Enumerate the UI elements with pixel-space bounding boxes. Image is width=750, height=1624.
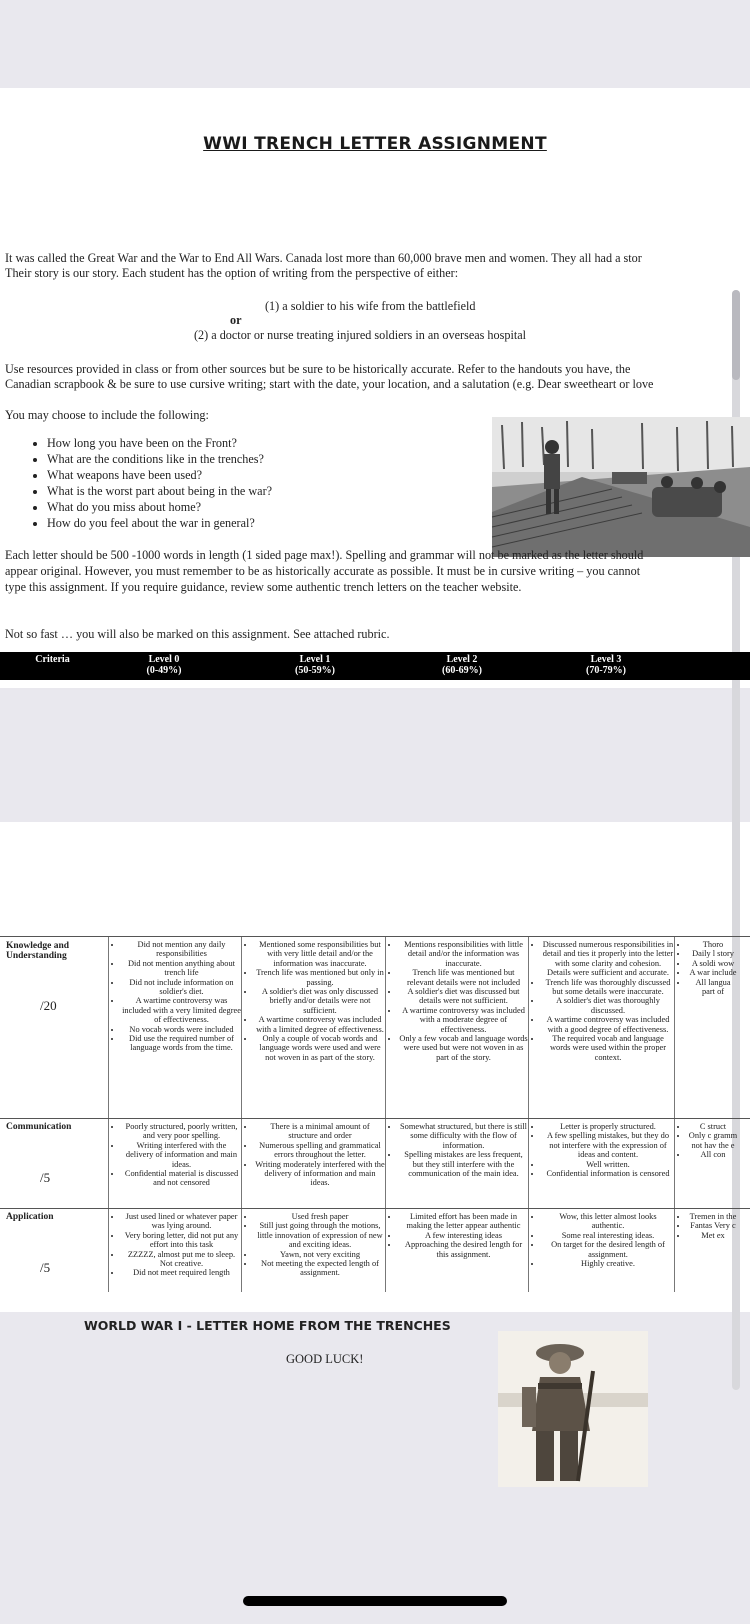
rubric-point: • On target for the desired length of assignment. [542,1240,674,1259]
question-item: • How long you have been on the Front? [47,435,272,451]
header-level-0 [118,654,210,676]
rubric-point: • Trench life was mentioned but relevant details were not included [399,968,528,987]
rubric-point: • All con [688,1150,738,1159]
rubric-header-row [0,652,750,680]
trench-photo [492,417,750,557]
rubric-point: • Only a few vocab and language words were used but were not woven in as part of the story. [399,1034,528,1062]
rubric-point: • C struct [688,1122,738,1131]
header-level-1-range: (50-59%) [295,665,335,676]
rubric-point: • Numerous spelling and grammatical errors throughout the letter. [255,1141,385,1160]
option-or: or [230,313,242,327]
rubric-point: • Mentioned some responsibilities but with very little detail and/or the information was inaccurate. [255,940,385,968]
rubric-point: • A war include [688,968,738,977]
choose-heading: You may choose to include the following: [5,408,209,422]
rubric-row-communication [0,1118,750,1209]
rubric-point: • A soldier's diet was thoroughly discussed. [542,996,674,1015]
rubric-point: • A wartime controversy was included with a moderate degree of effectiveness. [399,1006,528,1034]
resources-line-2: Canadian scrapbook & be sure to use cursive writing; start with the date, your location, and a salutation (e.g. Dear sweetheart or love [5,377,654,391]
rubric-point: • A wartime controversy was included with a very limited degree of effectiveness. [122,996,241,1024]
rubric-point: • Very boring letter, did not put any effort into this task [122,1231,241,1250]
rubric-point: • Still just going through the motions, little innovation of expression of new and exciting ideas. [255,1221,385,1249]
option-2: (2) a doctor or nurse treating injured soldiers in an overseas hospital [194,328,527,342]
rubric-point: • Mentions responsibilities with little detail and/or the information was inaccurate. [399,940,528,968]
question-item: • What is the worst part about being in the war? [47,483,272,499]
cell-level-3 [528,1122,674,1208]
cell-level-1 [241,1122,385,1208]
cell-level-4 [674,1122,738,1208]
rubric-point: • Used fresh paper [255,1212,385,1221]
rubric-point: • Only a couple of vocab words and language words were used and were not woven in as part of the story. [255,1034,385,1062]
rubric-point: • Writing interfered with the delivery of information and main ideas. [122,1141,241,1169]
header-criteria [10,654,95,665]
rubric-point: • A soldier's diet was only discussed briefly and/or details were not sufficient. [255,987,385,1015]
header-level-3-range: (70-79%) [586,665,626,676]
cell-level-3 [528,940,674,1118]
rubric-point: • Writing moderately interfered with the delivery of information and main ideas. [255,1160,385,1188]
criteria-score: /20 [40,998,57,1013]
rubric-point: • Did use the required number of language words from the time. [122,1034,241,1053]
header-level-1-label: Level 1 [299,654,331,665]
question-item: • What do you miss about home? [47,499,272,515]
header-level-1 [265,654,365,676]
rubric-point: • Trench life was mentioned but only in passing. [255,968,385,987]
rubric-point: • Some real interesting ideas. [542,1231,674,1240]
header-criteria-label: Criteria [35,654,70,665]
rubric-point: • Highly creative. [542,1259,674,1268]
cell-level-2 [385,1122,528,1208]
rubric-row-knowledge [0,936,750,1119]
header-level-2-label: Level 2 [446,654,478,665]
intro-text-line-1: It was called the Great War and the War to End All Wars. Canada lost more than 60,000 brave men and women. They all had a stor [5,251,642,265]
rubric-point: • A soldier's diet was discussed but details were not sufficient. [399,987,528,1006]
cell-level-1 [241,940,385,1118]
rubric-point: • Met ex [688,1231,738,1240]
cell-level-0 [108,1122,241,1208]
header-level-2-range: (60-69%) [442,665,482,676]
rubric-point: • Daily l story [688,949,738,958]
cell-level-2 [385,1212,528,1292]
question-item: • How do you feel about the war in general? [47,515,272,531]
scrollbar-thumb[interactable] [732,290,740,380]
question-item: • What weapons have been used? [47,467,272,483]
question-item: • What are the conditions like in the trenches? [47,451,272,467]
cell-level-2 [385,940,528,1118]
header-level-3-label: Level 3 [590,654,622,665]
rubric-point: • Did not include information on soldier's diet. [122,978,241,997]
rubric-point: • There is a minimal amount of structure and order [255,1122,385,1141]
cell-level-0 [108,1212,241,1292]
rubric-point: • Well written. [542,1160,674,1169]
criteria-score: /5 [40,1170,51,1185]
cell-level-4 [674,1212,738,1292]
good-luck-text: GOOD LUCK! [286,1352,364,1366]
criteria-label: Knowledge and Understanding [6,941,70,961]
intro-text-line-2: Their story is our story. Each student has the option of writing from the perspective of either: [5,266,459,280]
cell-level-3 [528,1212,674,1292]
rubric-point: • Approaching the desired length for this assignment. [399,1240,528,1259]
rubric-point: • Spelling mistakes are less frequent, but they still interfere with the communication of the main idea. [399,1150,528,1178]
rubric-point: • Did not mention anything about trench life [122,959,241,978]
criteria-label: Communication [6,1122,72,1132]
cell-level-0 [108,940,241,1118]
rubric-point: • The required vocab and language words were used within the proper context. [542,1034,674,1062]
criteria-label: Application [6,1212,54,1222]
rubric-point: • Poorly structured, poorly written, and very poor spelling. [122,1122,241,1141]
rubric-point: • Tremen in the [688,1212,738,1221]
rubric-point: • Trench life was thoroughly discussed but some details were inaccurate. [542,978,674,997]
cell-level-4 [674,940,738,1118]
rubric-point: • A wartime controversy was included with a good degree of effectiveness. [542,1015,674,1034]
rubric-point: • Letter is properly structured. [542,1122,674,1131]
header-level-2 [412,654,512,676]
rubric-point: • Not meeting the expected length of assignment. [255,1259,385,1278]
rubric-point: • Did not mention any daily responsibilities [122,940,241,959]
rubric-point: • All langua part of [688,978,738,997]
rubric-point: • A wartime controversy was included with a limited degree of effectiveness. [255,1015,385,1034]
rubric-point: • Confidential material is discussed and not censored [122,1169,241,1188]
header-level-0-range: (0-49%) [146,665,182,676]
cell-level-1 [241,1212,385,1292]
soldier-photo [498,1331,648,1487]
page-title: WWI TRENCH LETTER ASSIGNMENT [203,134,547,154]
rubric-point: • Only c gramm not hav the e [688,1131,738,1150]
length-line-3: type this assignment. If you require guidance, review some authentic trench letters on the teacher website. [5,580,522,594]
rubric-point: • Wow, this letter almost looks authentic. [542,1212,674,1231]
question-list [25,435,272,531]
rubric-point: • No vocab words were included [122,1025,241,1034]
footer-title: WORLD WAR I - LETTER HOME FROM THE TRENCHES [84,1318,451,1333]
resources-line-1: Use resources provided in class or from other sources but be sure to be historically accurate. Refer to the handouts you have, the [5,362,631,376]
rubric-point: • Fantas Very c [688,1221,738,1230]
rubric-point: • Somewhat structured, but there is still some difficulty with the flow of information. [399,1122,528,1150]
rubric-point: • Just used lined or whatever paper was lying around. [122,1212,241,1231]
header-level-0-label: Level 0 [148,654,180,665]
rubric-point: • A soldi wow [688,959,738,968]
rubric-point: • Limited effort has been made in making the letter appear authentic [399,1212,528,1231]
rubric-point: • Yawn, not very exciting [255,1250,385,1259]
header-level-3 [556,654,656,676]
rubric-row-application [0,1208,750,1293]
rubric-point: • A few spelling mistakes, but they do not interfere with the expression of ideas and content. [542,1131,674,1159]
option-1: (1) a soldier to his wife from the battlefield [265,299,476,313]
rubric-point: • Did not meet required length [122,1268,241,1277]
rubric-point: • Thoro [688,940,738,949]
rubric-point: • Confidential information is censored [542,1169,674,1178]
criteria-score: /5 [40,1260,51,1275]
home-indicator[interactable] [243,1596,507,1606]
not-so-fast-text: Not so fast … you will also be marked on this assignment. See attached rubric. [5,627,390,641]
rubric-point: • A few interesting ideas [399,1231,528,1240]
length-line-2: appear original. However, you must remember to be as historically accurate as possible. It must be in cursive writing – you cannot [5,564,641,578]
rubric-point: • Discussed numerous responsibilities in detail and ties it properly into the letter with some clarity and cohesion. Details were sufficient and accurate. [542,940,674,978]
length-line-1: Each letter should be 500 -1000 words in length (1 sided page max!). Spelling and grammar will not be marked as the letter should [5,548,644,562]
rubric-point: • ZZZZZ, almost put me to sleep. Not creative. [122,1250,241,1269]
rubric-table [0,936,750,1292]
